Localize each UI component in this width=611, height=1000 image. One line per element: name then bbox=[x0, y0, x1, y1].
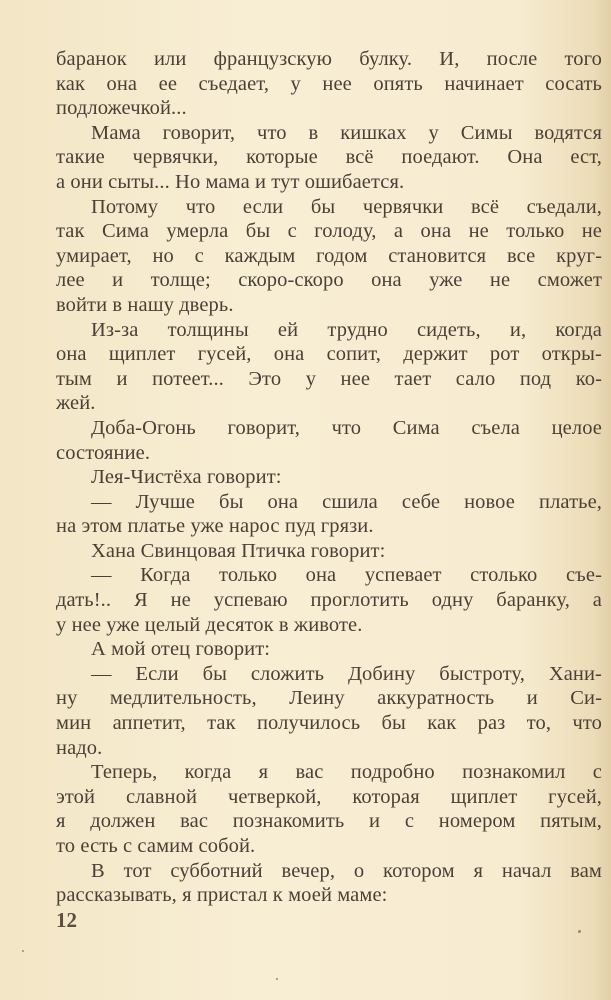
text-line: то есть с самим собой. bbox=[56, 835, 256, 857]
text-line: я должен вас познакомить и с номером пятым, bbox=[56, 810, 602, 833]
text-line: лее и толще; скоро-скоро она уже не сможет bbox=[56, 269, 602, 292]
text-line: этой славной четверкой, которая щиплет гусей, bbox=[56, 785, 602, 808]
text-line: она щиплет гусей, она сопит, держит рот откры- bbox=[56, 343, 602, 366]
text-line: В тот субботний вечер, о котором я начал вам bbox=[91, 859, 602, 882]
paper-speck bbox=[22, 950, 24, 952]
paper-speck bbox=[276, 978, 278, 980]
text-line: такие червячки, которые всё поедают. Она ест, bbox=[56, 146, 602, 169]
text-line: А мой отец говорит: bbox=[91, 638, 271, 661]
text-line: Лея-Чистёха говорит: bbox=[91, 466, 282, 489]
text-line: — Лучше бы она сшила себе новое платье, bbox=[91, 490, 602, 513]
text-line: — Когда только она успевает столько съе- bbox=[91, 564, 602, 587]
text-line: дать!.. Я не успеваю проглотить одну баранку, а bbox=[56, 589, 602, 612]
page-number: 12 bbox=[56, 908, 77, 932]
page-text-body bbox=[56, 47, 602, 908]
text-line: тым и потеет... Это у нее тает сало под ко- bbox=[56, 367, 602, 390]
text-line: Хана Свинцовая Птичка говорит: bbox=[91, 539, 386, 562]
text-line: Мама говорит, что в кишках у Симы водятся bbox=[91, 121, 602, 144]
text-line: а они сыты... Но мама и тут ошибается. bbox=[56, 170, 405, 193]
text-line: Из-за толщины ей трудно сидеть, и, когда bbox=[91, 318, 602, 341]
text-line: надо. bbox=[56, 736, 103, 759]
text-line: на этом платье уже нарос пуд грязи. bbox=[56, 515, 374, 538]
text-line: войти в нашу дверь. bbox=[56, 293, 234, 316]
text-line: у нее уже целый десяток в животе. bbox=[56, 613, 363, 636]
text-line: Доба-Огонь говорит, что Сима съела целое bbox=[91, 416, 602, 439]
text-line: Потому что если бы червячки всё съедали, bbox=[91, 195, 602, 218]
text-line: как она ее съедает, у нее опять начинает сосать bbox=[56, 72, 602, 95]
text-line: Теперь, когда я вас подробно познакомил с bbox=[91, 761, 602, 784]
text-line: мин аппетит, так получилось бы как раз то, что bbox=[56, 712, 602, 735]
text-line: состояние. bbox=[56, 441, 151, 464]
text-line: подложечкой... bbox=[56, 97, 187, 120]
text-line: рассказывать, я пристал к моей маме: bbox=[56, 884, 388, 907]
text-line: умирает, но с каждым годом становится все круг- bbox=[56, 244, 602, 267]
text-line: ну медлительность, Леину аккуратность и Си- bbox=[56, 687, 602, 710]
text-line: баранок или французскую булку. И, после того bbox=[56, 48, 602, 70]
text-line: так Сима умерла бы с голоду, а она не только не bbox=[56, 220, 602, 243]
text-line: — Если бы сложить Добину быстроту, Хани- bbox=[91, 662, 602, 685]
text-line: жей. bbox=[56, 392, 96, 415]
paper-speck bbox=[578, 930, 581, 933]
